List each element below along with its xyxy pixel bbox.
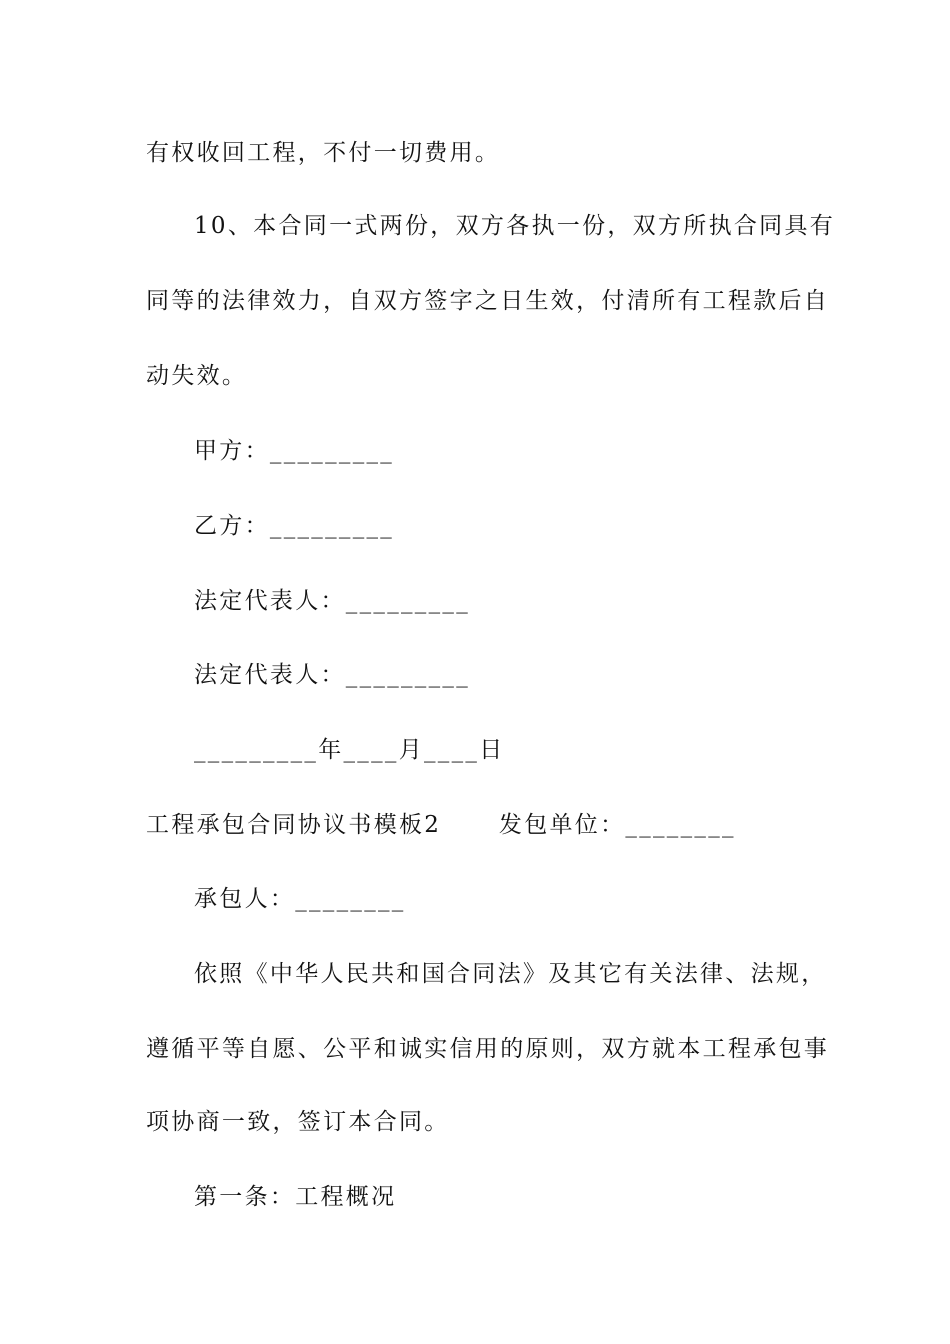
clause-10-line-3: 动失效。 <box>146 363 248 389</box>
party-a-signature: 甲方：_________ <box>194 438 395 464</box>
template-2-heading: 工程承包合同协议书模板2 发包单位：________ <box>146 812 736 838</box>
legal-representative-a: 法定代表人：_________ <box>194 588 470 614</box>
clause-10-line-1: 10、本合同一式两份，双方各执一份，双方所执合同具有 <box>194 213 836 239</box>
contractor-line: 承包人：________ <box>194 886 406 912</box>
article-1-heading: 第一条：工程概况 <box>194 1184 397 1210</box>
party-b-signature: 乙方：_________ <box>194 513 395 539</box>
legal-representative-b: 法定代表人：_________ <box>194 662 470 688</box>
preamble-line-2: 遵循平等自愿、公平和诚实信用的原则，双方就本工程承包事 <box>146 1036 830 1062</box>
paragraph-line: 有权收回工程，不付一切费用。 <box>146 140 501 166</box>
preamble-line-3: 项协商一致，签订本合同。 <box>146 1109 450 1135</box>
preamble-line-1: 依照《中华人民共和国合同法》及其它有关法律、法规， <box>194 961 827 987</box>
date-line: _________年____月____日 <box>194 737 505 763</box>
clause-10-line-2: 同等的法律效力，自双方签字之日生效，付清所有工程款后自 <box>146 288 830 314</box>
